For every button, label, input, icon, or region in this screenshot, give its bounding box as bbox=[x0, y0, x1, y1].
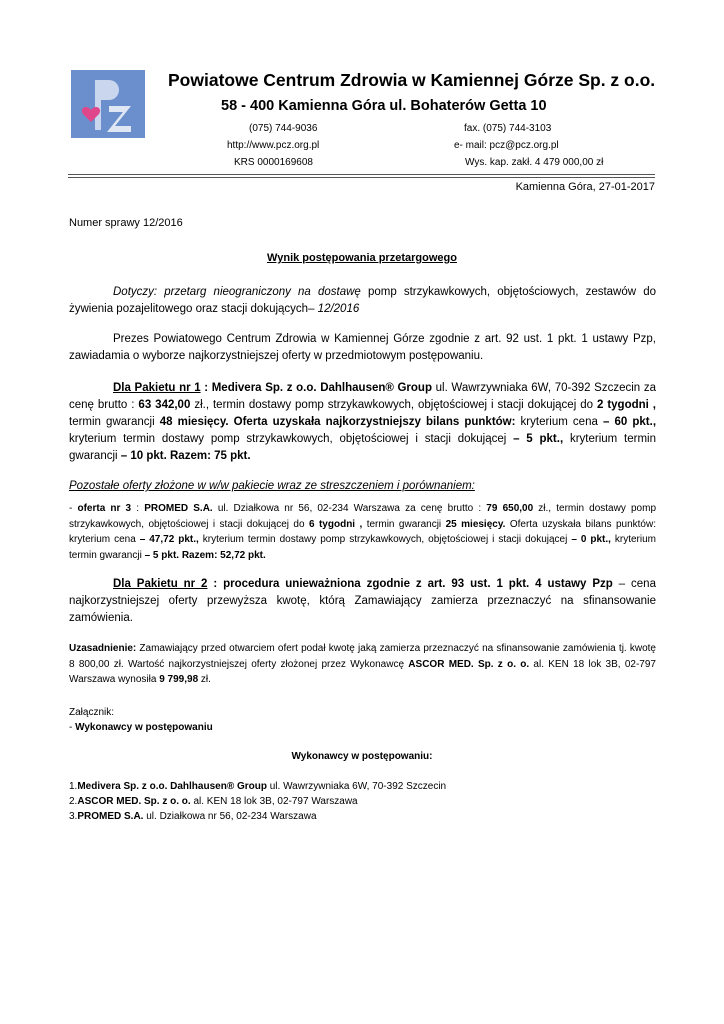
regarding-subject: pomp strzykawkowych, objętościowych, zestawów do żywienia pozajelitowego oraz stacji dokujących– bbox=[69, 286, 656, 315]
justification-label: Uzasadnienie: bbox=[69, 643, 137, 654]
offer3-paragraph: - oferta nr 3 : PROMED S.A. ul. Działkowa nr 56, 02-234 Warszawa za cenę brutto : 79 650,00 zł., termin dostawy pomp strzykawkowych, objętościowej i stacji dokującej do 6 tygodni , termin gwarancji 25 miesięcy. Oferta uzyskała bilans punktów: kryterium cena – 47,72 pkt., kryterium termin dostawy pomp strzykawkowych, objętościowej i stacji dokującej – 0 pkt., kryterium termin gwarancji – 5 pkt. Razem: 52,72 pkt. bbox=[69, 503, 657, 561]
offer3-price: 79 650,00 bbox=[486, 503, 534, 514]
attachment-label: Załącznik: bbox=[69, 707, 115, 718]
regarding-number: 12/2016 bbox=[317, 303, 360, 315]
offer3-price-points: – 47,72 pkt., bbox=[139, 534, 199, 545]
contractor-item: 1.Medivera Sp. z o.o. Dahlhausen® Group ul. Wawrzywniaka 6W, 70-392 Szczecin bbox=[69, 781, 447, 792]
offer3-warranty: 25 miesięcy. bbox=[445, 518, 506, 530]
package1-price-points: – 60 pkt., bbox=[602, 416, 657, 428]
document-date: Kamienna Góra, 27-01-2017 bbox=[515, 181, 655, 193]
website: http://www.pcz.org.pl bbox=[227, 140, 320, 151]
package1-warranty: 48 miesięcy. Oferta uzyskała najkorzystniejszy bilans punktów: bbox=[159, 416, 516, 428]
package1-paragraph: Dla Pakietu nr 1 : Medivera Sp. z o.o. Dahlhausen® Group ul. Wawrzywniaka 6W, 70-392 Szczecin za cenę brutto : 63 342,00 zł., termin dostawy pomp strzykawkowych, objętościowej i stacji dokującej do 2 tygodni , termin gwarancji 48 miesięcy. Oferta uzyskała najkorzystniejszy bilans punktów: kryterium cena – 60 pkt., kryterium termin dostawy pomp strzykawkowych, objętościowej i stacji dokującej – 5 pkt., kryterium termin gwarancji – 10 pkt. Razem: 75 pkt. bbox=[69, 382, 657, 462]
package1-label: Dla Pakietu nr 1 bbox=[113, 382, 201, 394]
package2-paragraph: Dla Pakietu nr 2 : procedura unieważniona zgodnie z art. 93 ust. 1 pkt. 4 ustawy Pzp – cena najkorzystniejszej oferty przewyższa kwotę, którą Zamawiający zamierza przeznaczyć na sfinansowanie zamówienia. bbox=[69, 578, 656, 624]
offer3-company: PROMED S.A. bbox=[144, 503, 213, 514]
attachment-item: - Wykonawcy w postępowaniu bbox=[69, 722, 213, 733]
regarding-paragraph bbox=[69, 284, 656, 318]
justification-amount: 9 799,98 bbox=[159, 674, 199, 685]
contractor-item: 2.ASCOR MED. Sp. z o. o. al. KEN 18 lok 3B, 02-797 Warszawa bbox=[69, 796, 358, 807]
pcz-logo-icon bbox=[71, 70, 145, 138]
organization-address: 58 - 400 Kamienna Góra ul. Bohaterów Getta 10 bbox=[221, 98, 547, 114]
regarding-prefix: Dotyczy: przetarg nieograniczony na dostawę bbox=[113, 286, 361, 298]
fax: fax. (075) 744-3103 bbox=[464, 123, 552, 134]
case-number: Numer sprawy 12/2016 bbox=[69, 217, 183, 229]
document-title: Wynik postępowania przetargowego bbox=[267, 252, 457, 264]
package1-winner: Medivera Sp. z o.o. Dahlhausen® Group bbox=[211, 382, 432, 394]
logo-graphic bbox=[71, 70, 145, 138]
package1-total: – 10 pkt. Razem: 75 pkt. bbox=[120, 450, 251, 462]
organization-name: Powiatowe Centrum Zdrowia w Kamiennej Górze Sp. z o.o. bbox=[168, 70, 656, 90]
email: e- mail: pcz@pcz.org.pl bbox=[454, 140, 559, 151]
package1-delivery-points: – 5 pkt., bbox=[513, 433, 564, 445]
offer3-delivery: 6 tygodni , bbox=[308, 518, 363, 530]
krs-number: KRS 0000169608 bbox=[234, 157, 313, 168]
header-divider-top bbox=[68, 174, 655, 175]
package2-label: Dla Pakietu nr 2 bbox=[113, 578, 208, 590]
header-divider-bottom bbox=[68, 177, 655, 178]
other-offers-heading: Pozostałe oferty złożone w w/w pakiecie wraz ze streszczeniem i porównaniem: bbox=[69, 480, 475, 492]
package1-delivery: 2 tygodni , bbox=[596, 399, 656, 411]
offer3-total: – 5 pkt. Razem: 52,72 pkt. bbox=[144, 549, 266, 561]
intro-paragraph: Prezes Powiatowego Centrum Zdrowia w Kamiennej Górze zgodnie z art. 92 ust. 1 pkt. 1 ustawy Pzp, zawiadamia o wyborze najkorzystniejszej oferty w przedmiotowym postępowaniu. bbox=[69, 333, 656, 362]
share-capital: Wys. kap. zakł. 4 479 000,00 zł bbox=[465, 157, 604, 168]
justification-paragraph: Uzasadnienie: Zamawiający przed otwarciem ofert podał kwotę jaką zamierza przeznaczyć na sfinansowanie zamówienia tj. kwotę 8 800,00 zł. Wartość najkorzystniejszej oferty złożonej przez Wykonawcę ASCOR MED. Sp. z o. o. al. KEN 18 lok 3B, 02-797 Warszawa wynosiła 9 799,98 zł. bbox=[69, 643, 656, 685]
package2-status: : procedura unieważniona zgodnie z art. 93 ust. 1 pkt. 4 ustawy Pzp bbox=[207, 578, 613, 590]
package1-price: 63 342,00 bbox=[138, 399, 191, 411]
contractors-title: Wykonawcy w postępowaniu: bbox=[291, 751, 433, 762]
justification-company: ASCOR MED. Sp. z o. o. bbox=[408, 658, 530, 670]
offer3-label: oferta nr 3 bbox=[77, 503, 132, 514]
phone: (075) 744-9036 bbox=[249, 123, 318, 134]
contractor-item: 3.PROMED S.A. ul. Działkowa nr 56, 02-234 Warszawa bbox=[69, 811, 317, 822]
offer3-delivery-points: – 0 pkt., bbox=[571, 534, 611, 545]
